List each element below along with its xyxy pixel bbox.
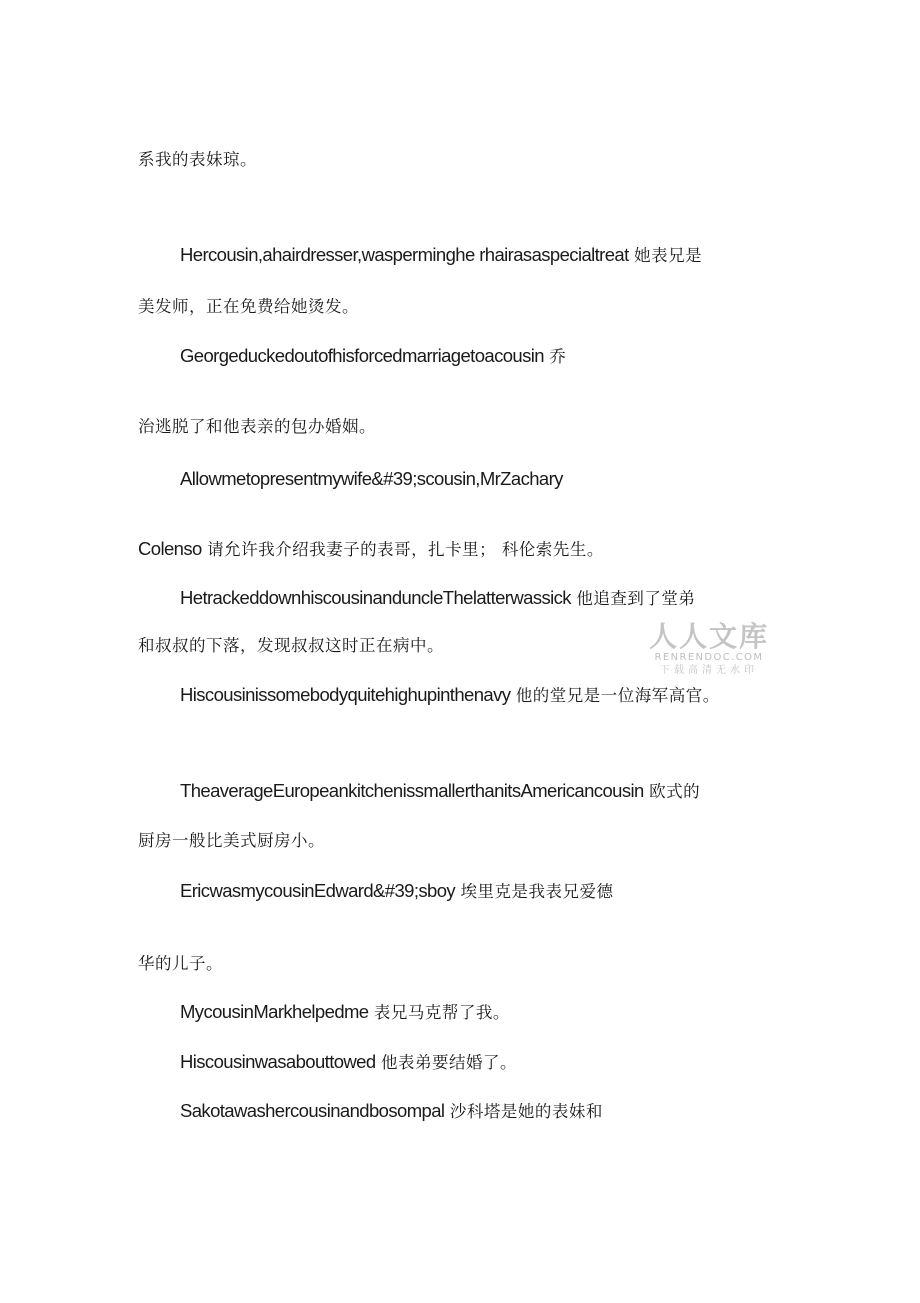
text-en: Allowmetopresentmywife&#39;scousin,MrZachary — [180, 468, 563, 489]
text-zh: 他表弟要结婚了。 — [380, 1053, 517, 1072]
text-en: Hiscousinwasabouttowed — [180, 1051, 376, 1072]
text-line-16 — [180, 1052, 517, 1073]
text-zh: 她表兄是 — [634, 246, 703, 265]
text-line-12 — [138, 831, 325, 851]
text-line-14 — [138, 954, 223, 974]
text-line-9 — [138, 636, 444, 656]
watermark-tagline: 下载高清无水印 — [660, 665, 758, 676]
text-line-5 — [138, 417, 376, 437]
text-line-1 — [138, 150, 257, 170]
text-line-7 — [138, 539, 604, 560]
text-line-10 — [180, 685, 720, 706]
text-zh: 他追查到了堂弟 — [576, 589, 696, 608]
text-line-8 — [180, 588, 695, 609]
text-zh: 表兄马克帮了我。 — [373, 1003, 510, 1022]
text-en: Colenso — [138, 538, 202, 559]
text-zh: 他的堂兄是一位海军高官。 — [515, 686, 720, 705]
text-zh: 厨房一般比美式厨房小。 — [138, 831, 325, 850]
text-line-17 — [180, 1101, 603, 1122]
text-zh: 乔 — [549, 347, 567, 366]
text-en: MycousinMarkhelpedme — [180, 1001, 369, 1022]
text-zh: 欧式的 — [649, 782, 701, 801]
text-zh: 埃里克是我表兄爱德 — [460, 882, 614, 901]
text-zh: 请允许我介绍我妻子的表哥，扎卡里； 科伦索先生。 — [207, 540, 604, 559]
text-en: Hiscousinissomebodyquitehighupinthenavy — [180, 684, 511, 705]
text-zh: 系我的表妹琼。 — [138, 150, 257, 169]
text-en: Georgeduckedoutofhisforcedmarriagetoacousin — [180, 345, 544, 366]
text-zh: 和叔叔的下落，发现叔叔这时正在病中。 — [138, 636, 444, 655]
text-zh: 美发师，正在免费给她烫发。 — [138, 297, 359, 316]
text-zh: 治逃脱了和他表亲的包办婚姻。 — [138, 417, 376, 436]
text-line-13 — [180, 881, 613, 902]
watermark-title: 人人文库 — [648, 620, 769, 653]
text-zh: 华的儿子。 — [138, 954, 223, 973]
watermark-logo — [646, 622, 772, 677]
text-en: HetrackeddownhiscousinanduncleThelatterwassick — [180, 587, 571, 608]
text-line-3 — [138, 297, 359, 317]
text-zh: 沙科塔是她的表妹和 — [449, 1102, 603, 1121]
watermark-site: RENRENDOC.COM — [654, 652, 764, 663]
text-en: Hercousin,ahairdresser,wasperminghe rhairasaspecialtreat — [180, 244, 629, 265]
text-en: TheaverageEuropeankitchenissmallerthanitsAmericancousin — [180, 780, 644, 801]
text-line-11 — [180, 781, 700, 802]
text-en: EricwasmycousinEdward&#39;sboy — [180, 880, 456, 901]
text-en: Sakotawashercousinandbosompal — [180, 1100, 445, 1121]
text-line-6 — [180, 469, 563, 490]
text-line-15 — [180, 1002, 510, 1023]
text-line-2 — [180, 245, 702, 266]
text-line-4 — [180, 346, 566, 367]
